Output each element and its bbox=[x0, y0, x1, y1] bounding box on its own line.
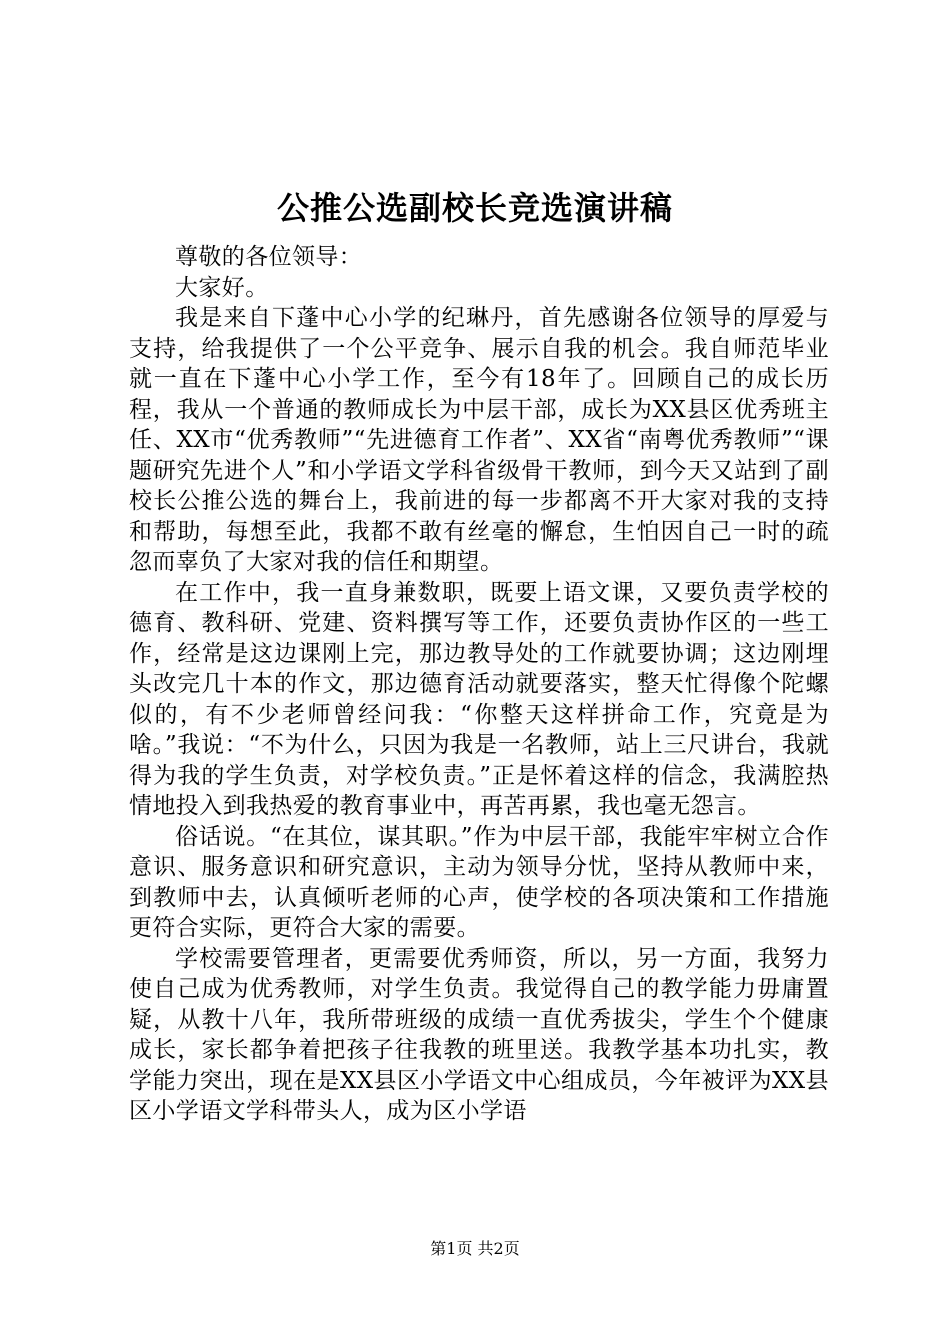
paragraph-introduction: 我是来自下蓬中心小学的纪琳丹，首先感谢各位领导的厚爱与支持，给我提供了一个公平竞争、展示自我的机会。我自师范毕业就一直在下蓬中心小学工作，至今有18年了。回顾自己的成长历程，我从一个普通的教师成长为中层干部，成长为XX县区优秀班主任、XX市“优秀教师”“先进德育工作者”、XX省“南粤优秀教师”“课题研究先进个人”和小学语文学科省级骨干教师，到今天又站到了副校长公推公选的舞台上，我前进的每一步都离不开大家对我的支持和帮助，每想至此，我都不敢有丝毫的懈怠，生怕因自己一时的疏忽而辜负了大家对我的信任和期望。 bbox=[129, 305, 829, 575]
paragraph-salutation: 尊敬的各位领导： bbox=[175, 244, 363, 270]
document-body bbox=[129, 242, 829, 1127]
paragraph-greeting: 大家好。 bbox=[175, 274, 269, 301]
page-number-footer: 第1页 共2页 bbox=[430, 1239, 520, 1258]
paragraph-work: 在工作中，我一直身兼数职，既要上语文课，又要负责学校的德育、教科研、党建、资料撰写等工作，还要负责协作区的一些工作，经常是这边课刚上完，那边教导处的工作就要协调；这边刚埋头改完几十本的作文，那边德育活动就要落实，整天忙得像个陀螺似的，有不少老师曾经问我：“你整天这样拼命工作，究竟是为啥。”我说：“不为什么，只因为我是一名教师，站上三尺讲台，我就得为我的学生负责，对学校负责。”正是怀着这样的信念，我满腔热情地投入到我热爱的教育事业中，再苦再累，我也毫无怨言。 bbox=[129, 579, 829, 819]
paragraph-management: 俗话说。“在其位，谋其职。”作为中层干部，我能牢牢树立合作意识、服务意识和研究意识，主动为领导分忧，坚持从教师中来，到教师中去，认真倾听老师的心声，使学校的各项决策和工作措施更符合实际，更符合大家的需要。 bbox=[129, 823, 829, 941]
paragraph-teaching: 学校需要管理者，更需要优秀师资，所以，另一方面，我努力使自己成为优秀教师，对学生负责。我觉得自己的教学能力毋庸置疑，从教十八年，我所带班级的成绩一直优秀拔尖，学生个个健康成长，家长都争着把孩子往我教的班里送。我教学基本功扎实，教学能力突出，现在是XX县区小学语文中心组成员，今年被评为XX县区小学语文学科带头人，成为区小学语 bbox=[129, 945, 829, 1124]
document-title: 公推公选副校长竞选演讲稿 bbox=[276, 189, 673, 227]
